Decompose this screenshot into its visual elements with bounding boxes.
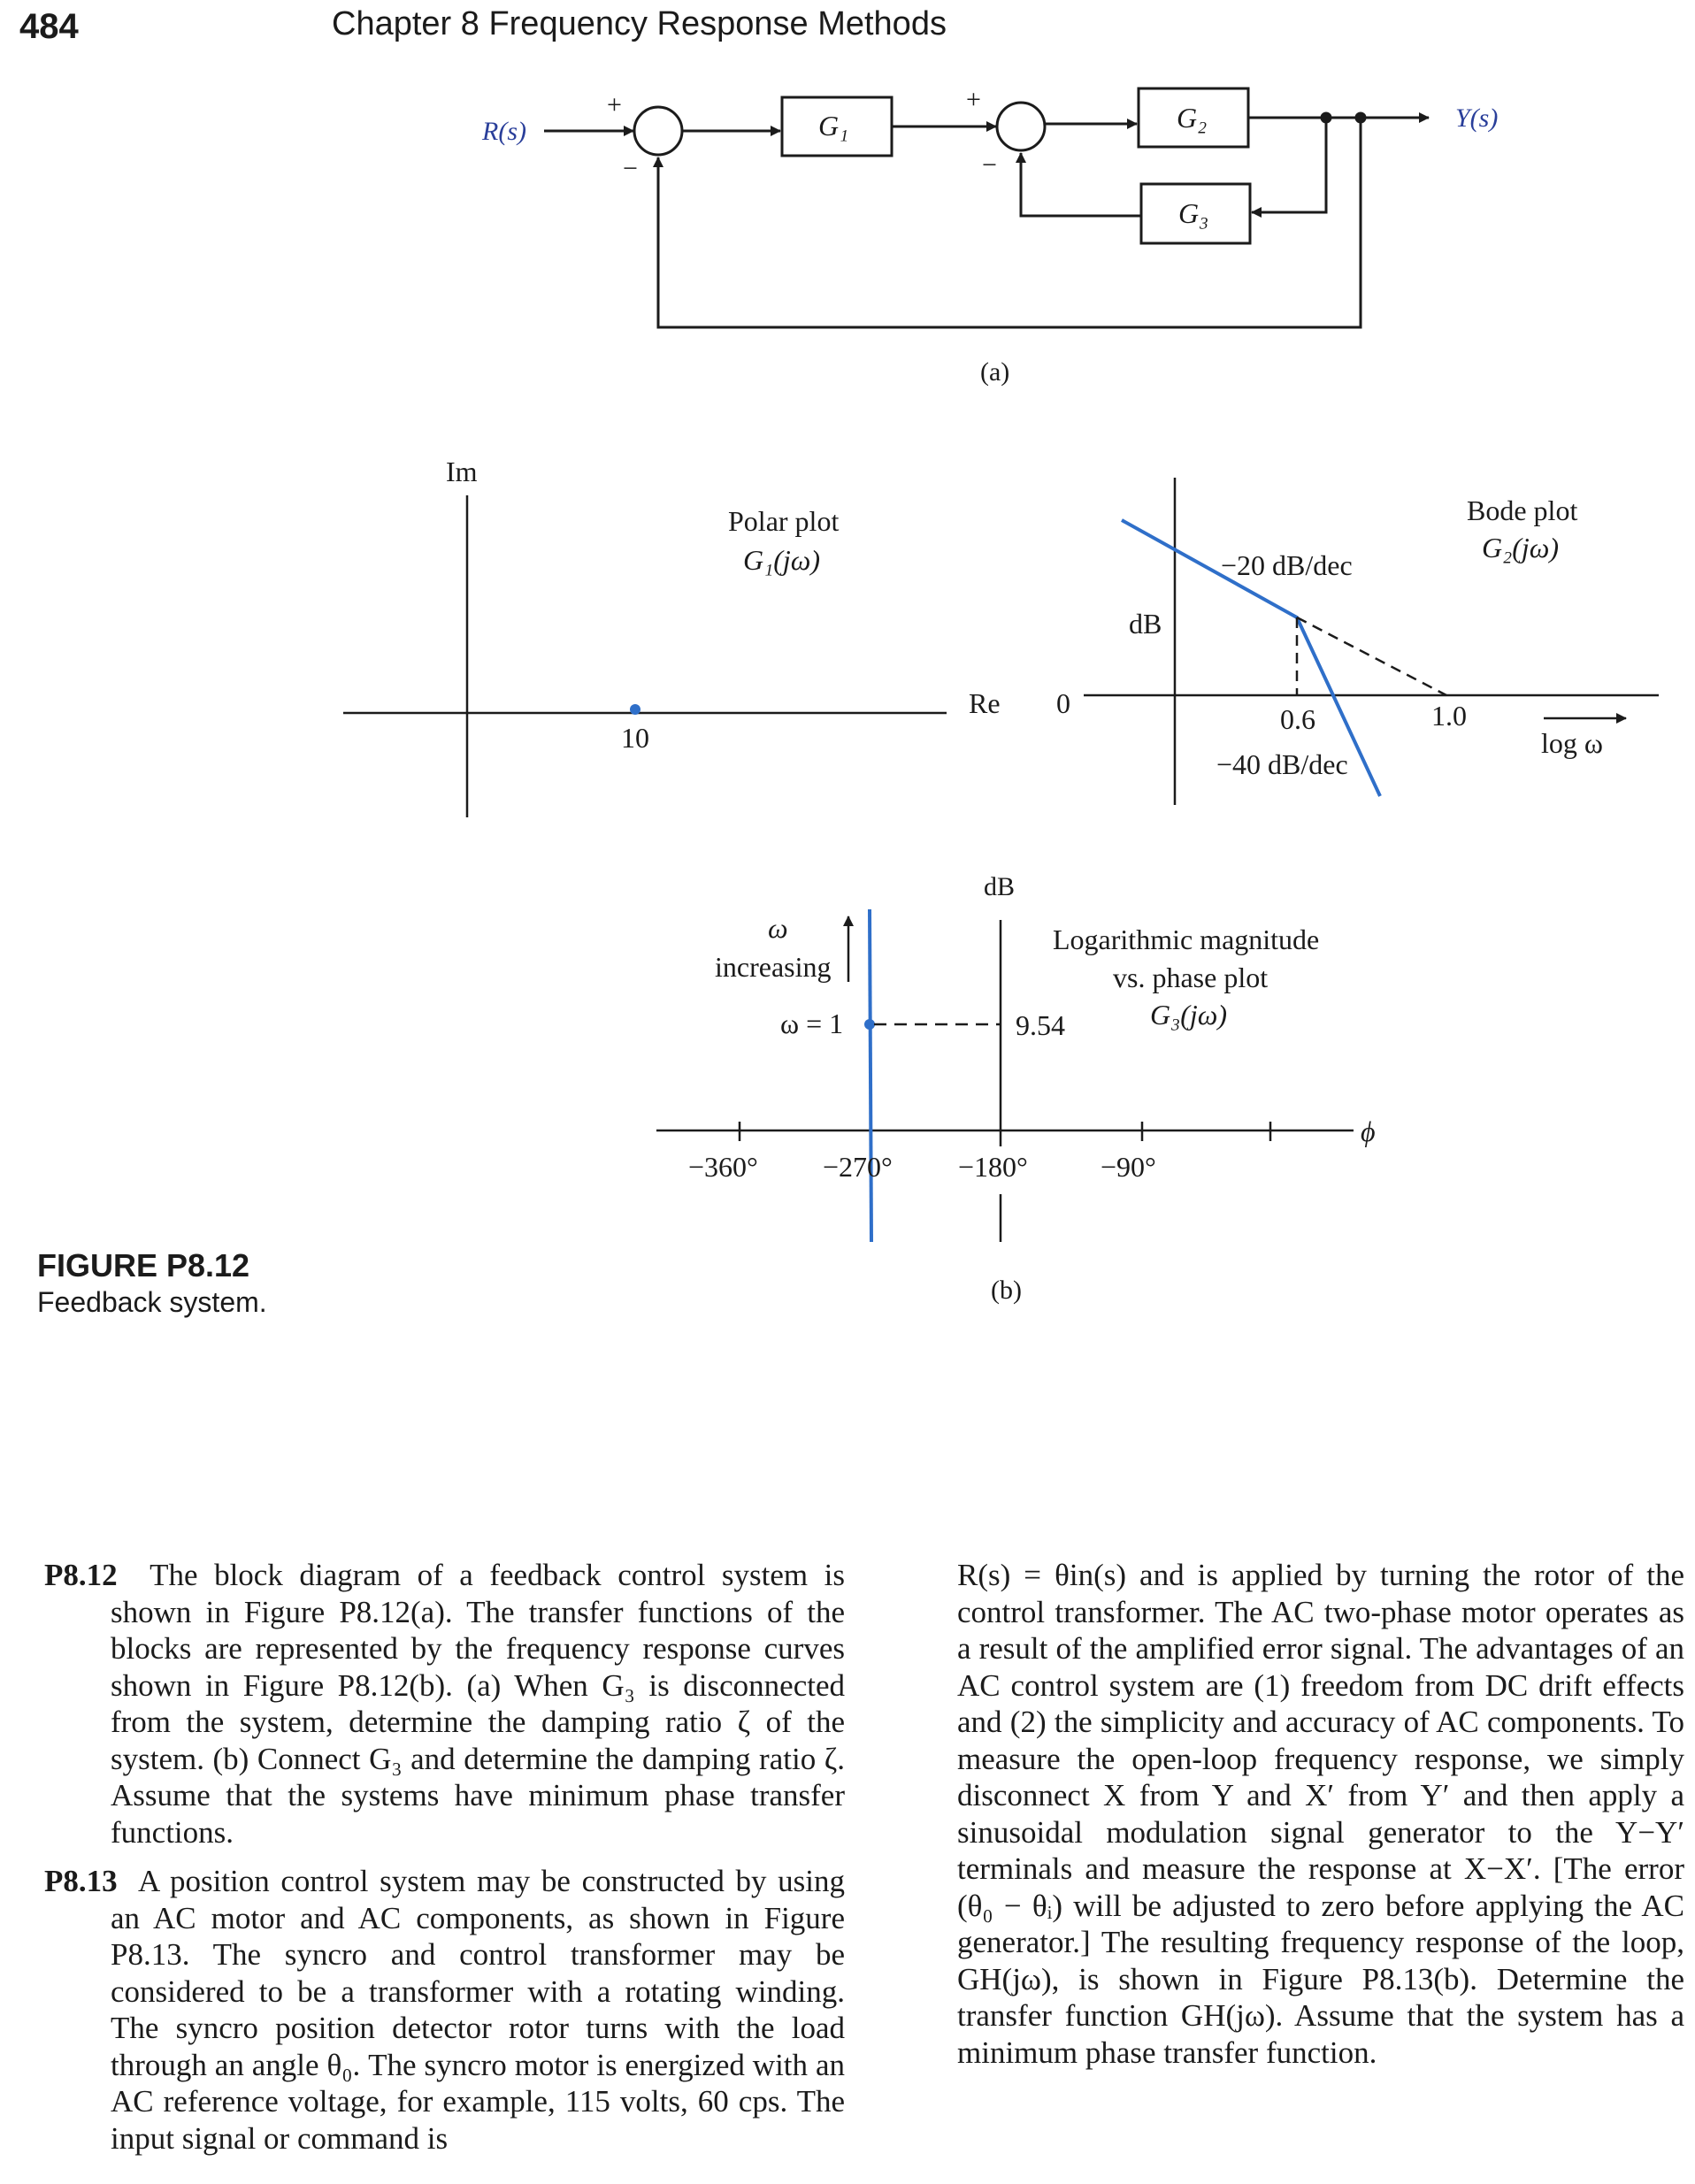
input-label: R(s) <box>482 117 526 146</box>
caption-title: FIGURE P8.12 <box>37 1247 250 1284</box>
nichols-title: Logarithmic magnitude <box>1053 923 1320 955</box>
block-diagram <box>481 85 1498 387</box>
sum1-plus-sign: + <box>607 90 622 119</box>
bode-zero-label: 0 <box>1056 687 1070 719</box>
bode-crossover-label: 1.0 <box>1431 700 1467 732</box>
sum2-plus-sign: + <box>966 85 981 114</box>
summing-junction-1 <box>634 107 682 155</box>
summing-junction-2 <box>997 103 1045 150</box>
tick-label-minus-180: −180° <box>958 1151 1028 1183</box>
bode-xlabel: log ω <box>1541 727 1603 759</box>
output-label: Y(s) <box>1455 103 1499 133</box>
problem-number: P8.12 <box>44 1558 118 1592</box>
problem-text: The block diagram of a feedback control system is shown in Figure P8.12(a). The transfer functions of the blocks are represented by the frequency response curves shown in Figure P8.12(b). (a) When G₃ is disconnected from the system, determine the damping ratio ζ of the system. (b) Connect G₃ and determine the damping ratio ζ. Assume that the systems have minimum phase transfer functions. <box>111 1558 845 1850</box>
problem-number: P8.13 <box>44 1864 118 1898</box>
nichols-ylabel: dB <box>984 872 1016 901</box>
bode-ylabel: dB <box>1129 608 1162 640</box>
tick-label-minus-270: −270° <box>823 1151 893 1183</box>
bode-slope2-label: −40 dB/dec <box>1216 748 1348 780</box>
right-column <box>957 1557 1684 2071</box>
problem-text: A position control system may be constructed by using an AC motor and AC components, as shown in Figure P8.13. The syncro and control transformer may be considered to be a transformer with a rotating winding. The syncro position detector rotor turns with the load through an angle θ₀. The syncro motor is energized with an AC reference voltage, for example, 115 volts, 60 cps. The input signal or command is <box>111 1864 846 2156</box>
sum2-minus-sign: − <box>982 150 997 180</box>
real-axis-label: Re <box>969 687 1001 719</box>
running-head: Chapter 8 Frequency Response Methods <box>332 5 947 42</box>
bode-slope1-label: −20 dB/dec <box>1221 549 1353 581</box>
sublabel-b: (b) <box>991 1276 1022 1305</box>
caption-text: Feedback system. <box>37 1286 267 1318</box>
bode-break-label: 0.6 <box>1280 703 1315 735</box>
block-g2-label: G₂ <box>1177 102 1208 134</box>
polar-plot <box>343 456 1001 817</box>
tick-label-minus-90: −90° <box>1101 1151 1156 1183</box>
page-number: 484 <box>19 7 79 46</box>
imag-axis-label: Im <box>446 456 478 487</box>
left-column <box>44 1557 845 2169</box>
nichols-xlabel: ϕ <box>1361 1115 1376 1147</box>
sublabel-a: (a) <box>980 357 1010 387</box>
omega-one-point <box>864 1019 875 1030</box>
nichols-plot <box>656 872 1376 1305</box>
omega-label: ω <box>768 912 788 944</box>
omega-one-label: ω = 1 <box>780 1008 844 1039</box>
g3-feedback-path <box>1252 118 1326 212</box>
nichols-title2: vs. phase plot <box>1113 962 1269 993</box>
increasing-label: increasing <box>715 951 832 983</box>
nichols-value-label: 9.54 <box>1016 1009 1065 1041</box>
bode-asymptote <box>1297 617 1446 695</box>
sum1-minus-sign: − <box>623 154 638 183</box>
polar-point <box>630 704 640 715</box>
polar-point-label: 10 <box>621 722 649 754</box>
figure-caption <box>37 1247 409 1319</box>
block-g1-label: G₁ <box>818 110 849 142</box>
inner-feedback-path <box>1021 153 1141 216</box>
nichols-function: G₃(jω) <box>1150 999 1228 1031</box>
bode-function: G₂(jω) <box>1482 532 1560 563</box>
polar-function: G₁(jω) <box>743 544 821 576</box>
nichols-locus <box>870 909 871 1242</box>
bode-title: Bode plot <box>1467 494 1578 526</box>
problem-p8-13-continued: R(s) = θin(s) and is applied by turning the rotor of the control transformer. The AC two-phase motor operates as a result of the amplified error signal. The advantages of an AC control system are (1) freedom from DC drift effects and (2) the simplicity and accuracy of AC components. To measure the open-loop frequency response, we simply disconnect X from Y and X′ from Y′ and then apply a sinusoidal modulation signal generator to the Y−Y′ terminals and measure the response at X−X′. [The error (θ₀ − θᵢ) will be adjusted to zero before applying the AC generator.] The resulting frequency response of the loop, GH(jω), is shown in Figure P8.13(b). Determine the transfer function GH(jω). Assume that the system has a minimum phase transfer function. <box>957 1558 1684 2070</box>
outer-feedback-path <box>658 118 1361 327</box>
problem-p8-13 <box>44 1863 845 2157</box>
block-g3-label: G₃ <box>1178 197 1209 229</box>
polar-title: Polar plot <box>728 505 840 537</box>
problem-p8-12 <box>44 1557 845 1851</box>
tick-label-minus-360: −360° <box>688 1151 758 1183</box>
bode-plot <box>1056 478 1659 805</box>
